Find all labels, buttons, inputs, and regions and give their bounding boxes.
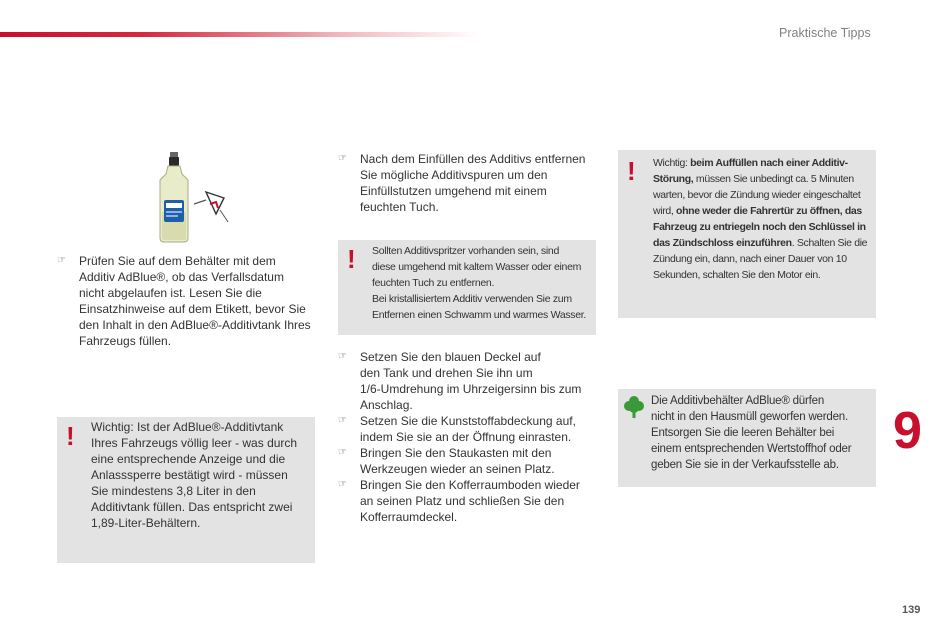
warning-panel-middle	[338, 240, 596, 335]
text-line: nicht abgelaufen ist. Lesen Sie die	[79, 286, 262, 300]
closing-step	[338, 477, 603, 525]
text-line: Bei kristallisiertem Additiv verwenden Sie zum	[372, 293, 572, 305]
closing-step	[338, 413, 603, 445]
text-line: Werkzeugen wieder an seinen Platz.	[360, 462, 555, 476]
check-step	[57, 253, 322, 349]
text-line: 1,89-Liter-Behältern.	[91, 516, 201, 530]
exclamation-icon: !	[627, 156, 636, 186]
text-line: feuchten Tuch zu entfernen.	[372, 277, 495, 289]
text-line: Setzen Sie den blauen Deckel auf	[360, 350, 541, 364]
warning-body: müssen Sie unbedingt ca. 5 Minuten warten, bevor die Zündung wieder eingeschaltet wird,	[653, 173, 861, 217]
text-line: Anschlag.	[360, 398, 413, 412]
closing-step	[338, 349, 603, 413]
check-step-list	[57, 253, 322, 349]
text-line: diese umgehend mit kaltem Wasser oder einem	[372, 261, 582, 273]
warning-panel-left	[57, 417, 315, 563]
text-line: Sollten Additivspritzer vorhanden sein, sind	[372, 245, 559, 257]
text-line: 1/6-Umdrehung im Uhrzeigersinn bis zum	[360, 382, 582, 396]
text-line: nicht in den Hausmüll geworfen werden.	[651, 411, 848, 423]
text-line: an seinen Platz und schließen Sie den	[360, 494, 565, 508]
text-line: Setzen Sie die Kunststoffabdeckung auf,	[360, 414, 576, 428]
text-line: Additiv AdBlue®, ob das Verfallsdatum	[79, 270, 284, 284]
warning-emphasis: beim Auffüllen nach einer Additiv-Störung,	[653, 157, 848, 185]
text-line: den Inhalt in den AdBlue®-Additivtank Ihres	[79, 318, 311, 332]
closing-step-list	[338, 349, 603, 525]
text-line: Fahrzeugs füllen.	[79, 334, 172, 348]
pointing-hand-icon: ☞	[338, 415, 347, 426]
clean-step	[338, 151, 603, 215]
text-line: Kofferraumdeckel.	[360, 510, 458, 524]
text-line: Bringen Sie den Kofferraumboden wieder	[360, 478, 580, 492]
text-line: feuchten Tuch.	[360, 200, 439, 214]
text-line: Wichtig: Ist der AdBlue®-Additivtank	[91, 420, 284, 434]
pointing-hand-icon: ☞	[338, 479, 347, 490]
text-line: indem Sie sie an der Öffnung einrasten.	[360, 430, 572, 444]
text-line: Bringen Sie den Staukasten mit den	[360, 446, 552, 460]
warning-emphasis: ohne weder die Fahrertür zu öffnen, das Fahrzeug zu entriegeln noch den Schlüssel in das Zündschloss einzuführen	[653, 205, 866, 249]
pointing-hand-icon: ☞	[338, 351, 347, 362]
text-line: Sie mögliche Additivspuren um den	[360, 168, 548, 182]
pointing-hand-icon: ☞	[338, 153, 347, 164]
warning-text	[653, 155, 871, 283]
text-line: Sie mindestens 3,8 Liter in den	[91, 484, 256, 498]
eco-note-panel	[618, 389, 876, 487]
text-line: Die Additivbehälter AdBlue® dürfen	[651, 395, 825, 407]
warning-text	[91, 419, 313, 531]
exclamation-icon: !	[347, 244, 356, 274]
chapter-number: 9	[893, 402, 922, 460]
text-line: Einfüllstutzen umgehend mit einem	[360, 184, 547, 198]
text-line: geben Sie sie in der Verkaufsstelle ab.	[651, 459, 839, 471]
exclamation-icon: !	[66, 421, 75, 451]
text-line: Nach dem Einfüllen des Additivs entfernen	[360, 152, 586, 166]
text-line: Einsatzhinweise auf dem Etikett, bevor Sie	[79, 302, 306, 316]
adblue-bottle-icon	[158, 152, 234, 244]
text-line: Entfernen einen Schwamm und warmes Wasser.	[372, 309, 587, 321]
pointing-hand-icon: ☞	[338, 447, 347, 458]
warning-panel-right	[618, 150, 876, 318]
tree-icon	[624, 395, 644, 419]
clean-step-list	[338, 151, 603, 215]
text-line: eine entsprechende Anzeige und die	[91, 452, 286, 466]
text-line: einem entsprechenden Wertstoffhof oder	[651, 443, 852, 455]
text-line: Entsorgen Sie die leeren Behälter bei	[651, 427, 835, 439]
section-title: Praktische Tipps	[779, 26, 871, 40]
pointing-hand-icon: ☞	[57, 255, 66, 266]
eco-note-text	[651, 393, 873, 473]
closing-step	[338, 445, 603, 477]
text-line: Prüfen Sie auf dem Behälter mit dem	[79, 254, 276, 268]
warning-text	[372, 243, 596, 323]
text-line: Anlasssperre bestätigt wird - müssen	[91, 468, 288, 482]
text-line: Additivtank füllen. Das entspricht zwei	[91, 500, 293, 514]
page-number: 139	[902, 604, 921, 616]
header-accent-line	[0, 32, 480, 37]
text-line: den Tank und drehen Sie ihn um	[360, 366, 533, 380]
warning-body: . Schalten Sie die Zündung ein, dann, nach einer Dauer von 10 Sekunden, schalten Sie den Motor ein.	[653, 237, 868, 281]
warning-prefix: Wichtig:	[653, 157, 691, 169]
text-line: Ihres Fahrzeugs völlig leer - was durch	[91, 436, 298, 450]
